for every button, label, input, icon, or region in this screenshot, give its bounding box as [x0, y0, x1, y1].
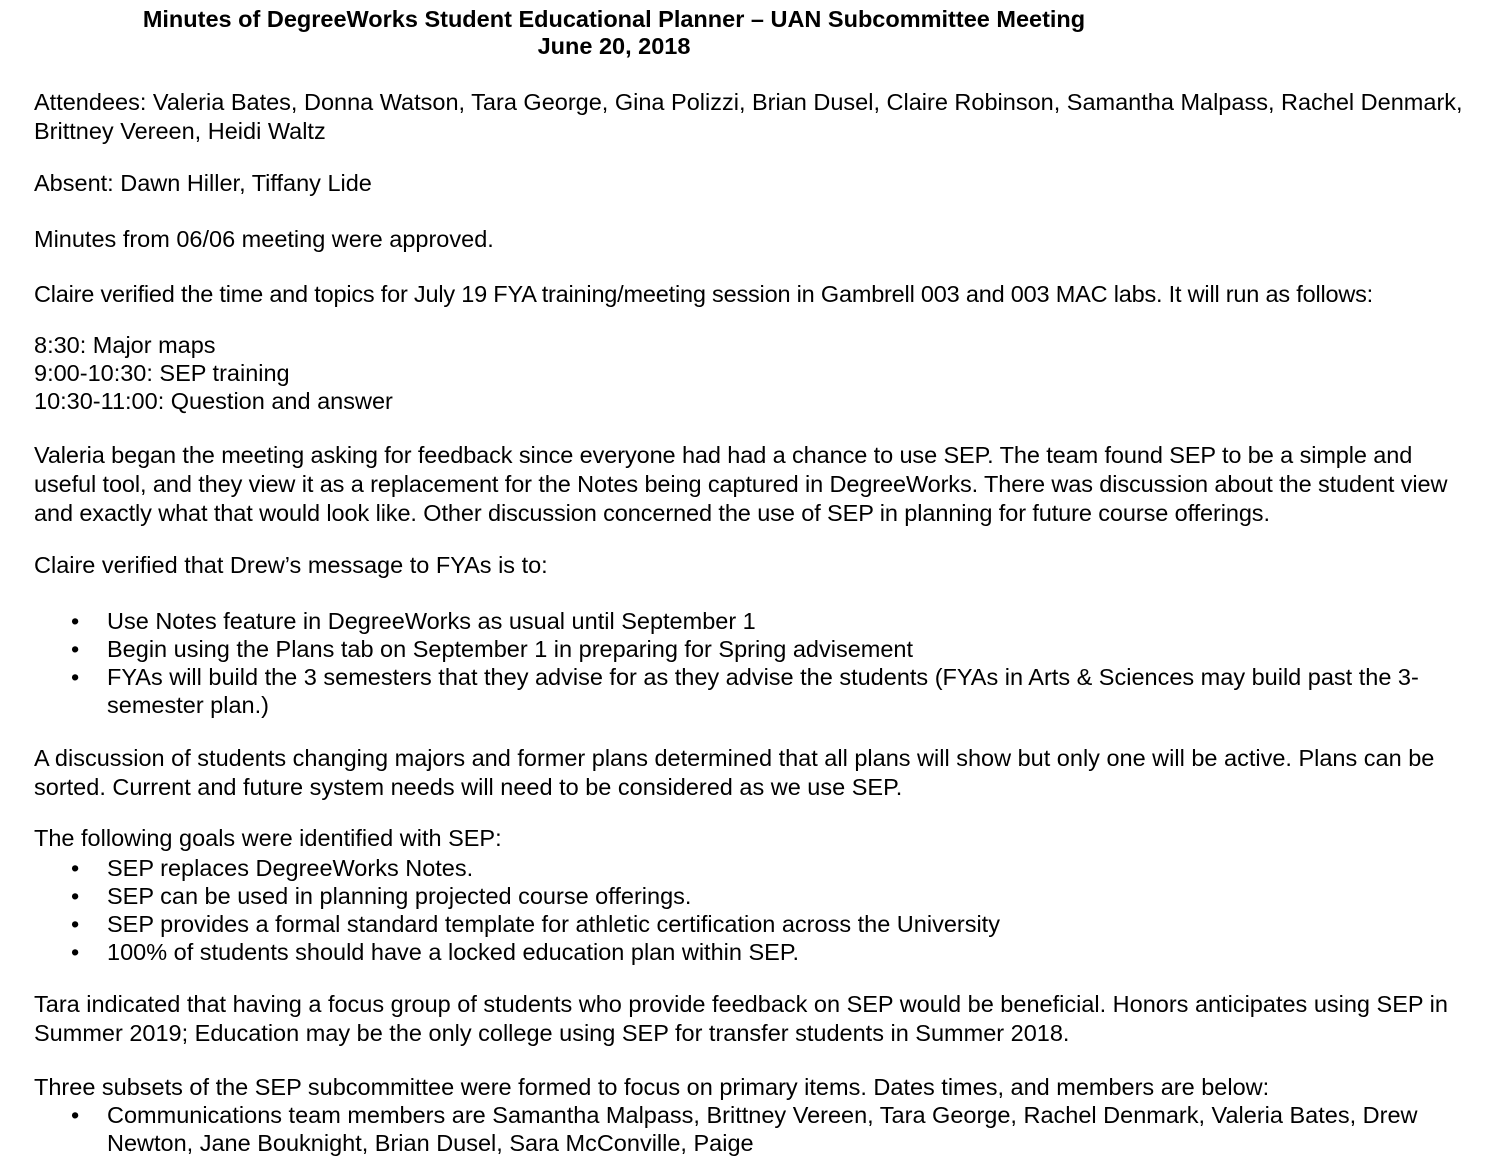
subsets-intro-paragraph: Three subsets of the SEP subcommittee were formed to focus on primary items. Dates times, and members are below:	[34, 1074, 1270, 1100]
goals-bullet-list	[34, 854, 1474, 966]
bullet-icon: •	[71, 636, 80, 662]
list-item-text: SEP provides a formal standard template for athletic certification across the University	[107, 911, 1000, 937]
goals-intro-paragraph: The following goals were identified with SEP:	[34, 825, 502, 851]
schedule-item: 9:00-10:30: SEP training	[34, 360, 290, 386]
bullet-icon: •	[71, 1102, 80, 1128]
schedule-list	[34, 331, 1474, 415]
drew-bullet-list	[34, 607, 1474, 719]
list-item-text: Communications team members are Samantha Malpass, Brittney Vereen, Tara George, Rachel Denmark, Valeria Bates, Drew Newton, Jane Bouknight, Brian Dusel, Sara McConville, Paige	[107, 1102, 1418, 1156]
list-item-text: Begin using the Plans tab on September 1 in preparing for Spring advisement	[107, 636, 914, 662]
schedule-item: 10:30-11:00: Question and answer	[34, 388, 393, 414]
absent-paragraph: Absent: Dawn Hiller, Tiffany Lide	[34, 170, 372, 196]
bullet-icon: •	[71, 855, 80, 881]
bullet-icon: •	[71, 911, 80, 937]
list-item	[34, 882, 1474, 910]
drew-intro-paragraph: Claire verified that Drew’s message to FYAs is to:	[34, 552, 548, 578]
list-item-text: FYAs will build the 3 semesters that they advise for as they advise the students (FYAs in Arts & Sciences may build past the 3-semester plan.)	[107, 664, 1419, 718]
bullet-icon: •	[71, 664, 80, 690]
bullet-icon: •	[71, 883, 80, 909]
document-title	[114, 6, 1114, 60]
tara-paragraph: Tara indicated that having a focus group of students who provide feedback on SEP would be beneficial. Honors anticipates using SEP in Summer 2019; Education may be the only college using SEP for transfer students in Summer 2018.	[34, 991, 1448, 1046]
list-item-text: SEP can be used in planning projected course offerings.	[107, 883, 692, 909]
schedule-item: 8:30: Major maps	[34, 332, 216, 358]
subsets-bullet-list	[34, 1101, 1474, 1157]
list-item	[34, 663, 1474, 719]
list-item	[34, 854, 1474, 882]
list-item	[34, 1101, 1474, 1157]
approval-paragraph: Minutes from 06/06 meeting were approved.	[34, 226, 494, 252]
list-item-text: 100% of students should have a locked education plan within SEP.	[107, 939, 799, 965]
attendees-paragraph: Attendees: Valeria Bates, Donna Watson, Tara George, Gina Polizzi, Brian Dusel, Claire Robinson, Samantha Malpass, Rachel Denmark, Brittney Vereen, Heidi Waltz	[34, 89, 1463, 144]
list-item-text: SEP replaces DegreeWorks Notes.	[107, 855, 474, 881]
title-line-2: June 20, 2018	[537, 33, 691, 59]
title-line-1: Minutes of DegreeWorks Student Educational Planner – UAN Subcommittee Meeting	[142, 6, 1086, 32]
list-item	[34, 607, 1474, 635]
valeria-paragraph: Valeria began the meeting asking for feedback since everyone had had a chance to use SEP. The team found SEP to be a simple and useful tool, and they view it as a replacement for the Notes being captured in DegreeWorks. There was discussion about the student view and exactly what that would look like. Other discussion concerned the use of SEP in planning for future course offerings.	[34, 442, 1448, 526]
list-item	[34, 938, 1474, 966]
bullet-icon: •	[71, 608, 80, 634]
bullet-icon: •	[71, 939, 80, 965]
majors-paragraph: A discussion of students changing majors and former plans determined that all plans will show but only one will be active. Plans can be sorted. Current and future system needs will need to be considered as we use SEP.	[34, 745, 1435, 800]
list-item	[34, 910, 1474, 938]
list-item	[34, 635, 1474, 663]
list-item-text: Use Notes feature in DegreeWorks as usual until September 1	[107, 608, 756, 634]
claire-verified-paragraph: Claire verified the time and topics for July 19 FYA training/meeting session in Gambrell 003 and 003 MAC labs. It will run as follows:	[34, 281, 1374, 307]
